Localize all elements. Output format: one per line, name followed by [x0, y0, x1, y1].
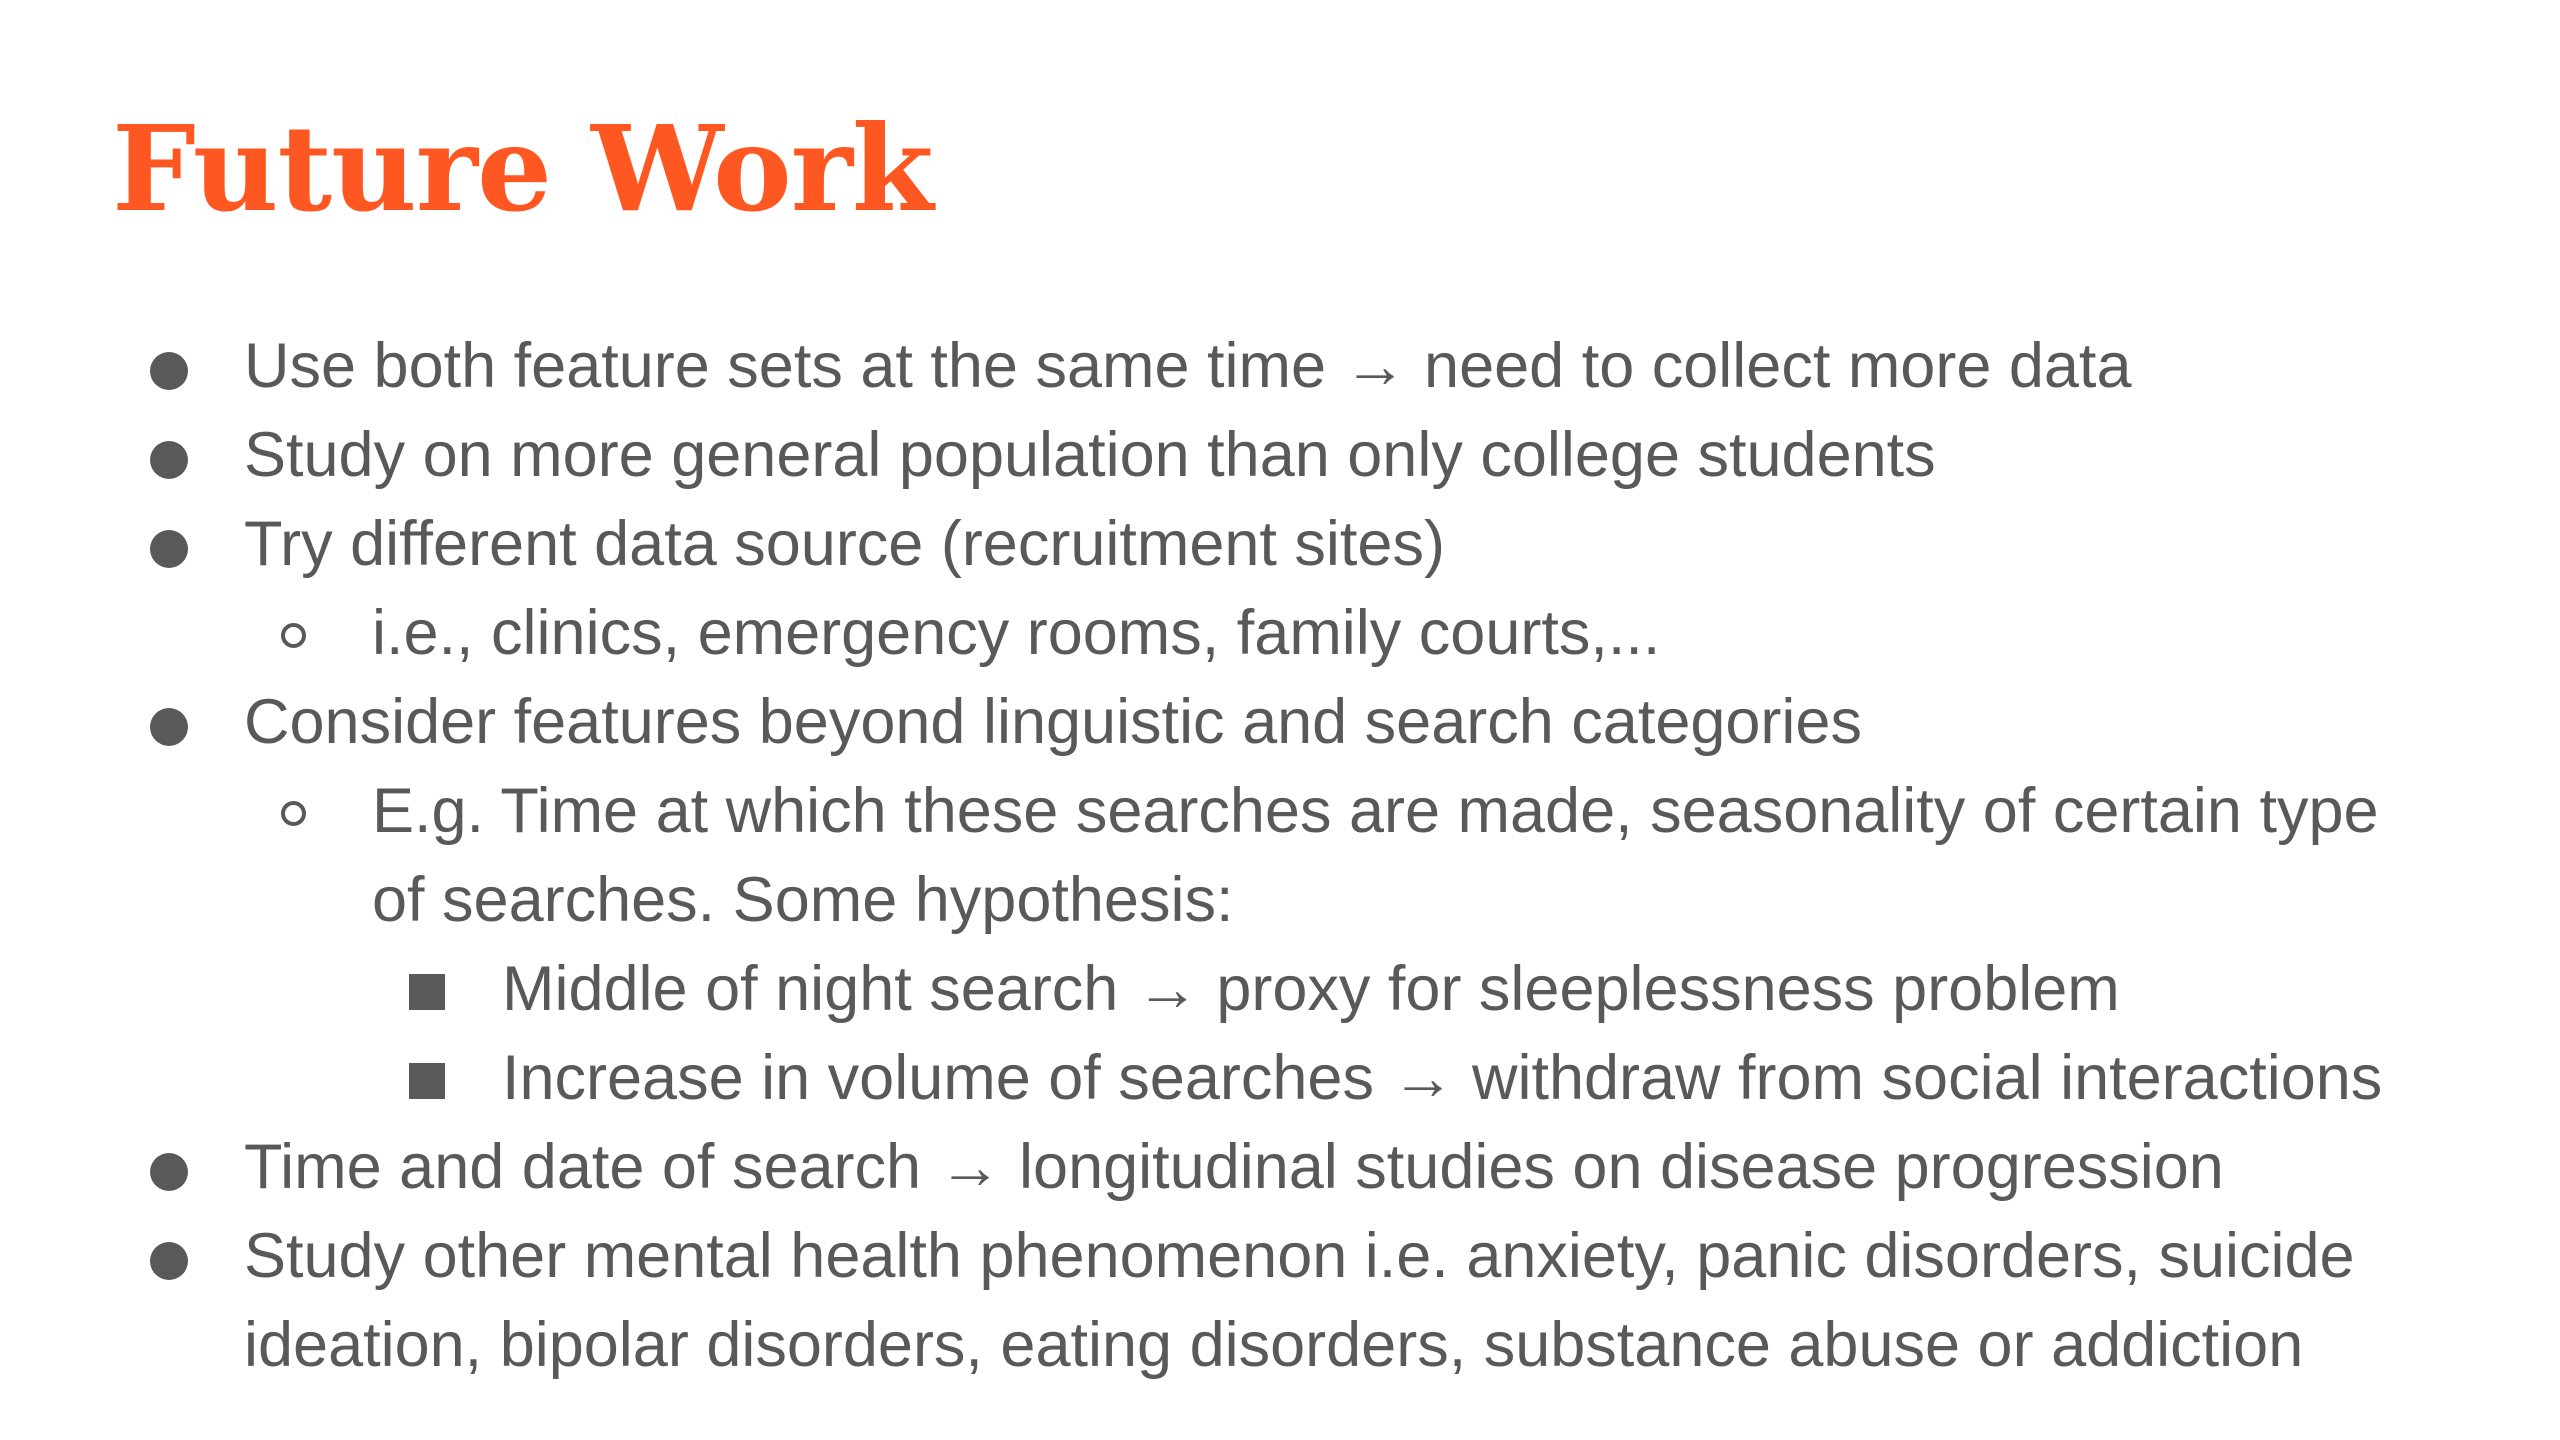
sub-list-item: [0, 589, 2560, 678]
sub-list-item-continuation: [0, 856, 2560, 945]
circle-bullet-icon: [281, 623, 306, 648]
list-item-text: Use both feature sets at the same time → need to collect more data: [244, 331, 2132, 401]
list-item-continuation: [0, 1301, 2560, 1390]
square-bullet-icon: [409, 974, 445, 1010]
list-item-text: Time and date of search → longitudinal studies on disease progression: [244, 1132, 2224, 1202]
disc-bullet-icon: [150, 708, 188, 746]
list-item-text-line1: Study other mental health phenomenon i.e. anxiety, panic disorders, suicide: [244, 1221, 2355, 1291]
list-item: [0, 1212, 2560, 1301]
disc-bullet-icon: [150, 441, 188, 479]
list-item-text: Increase in volume of searches → withdraw from social interactions: [502, 1043, 2383, 1113]
list-item-text: i.e., clinics, emergency rooms, family courts,...: [372, 598, 1661, 668]
disc-bullet-icon: [150, 1153, 188, 1191]
sub-sub-list-item: [0, 1034, 2560, 1123]
list-item-text-line2: of searches. Some hypothesis:: [372, 865, 1234, 935]
list-item-text: Study on more general population than only college students: [244, 420, 1936, 490]
square-bullet-icon: [409, 1063, 445, 1099]
list-item-text: Try different data source (recruitment sites): [244, 509, 1445, 579]
sub-sub-list-item: [0, 945, 2560, 1034]
bullet-list: [0, 322, 2560, 1390]
list-item: [0, 500, 2560, 589]
sub-list-item: [0, 767, 2560, 856]
list-item: [0, 1123, 2560, 1212]
list-item-text: Middle of night search → proxy for sleeplessness problem: [502, 954, 2120, 1024]
circle-bullet-icon: [281, 801, 306, 826]
disc-bullet-icon: [150, 530, 188, 568]
list-item-text-line2: ideation, bipolar disorders, eating disorders, substance abuse or addiction: [244, 1310, 2304, 1380]
list-item: [0, 678, 2560, 767]
list-item: [0, 322, 2560, 411]
disc-bullet-icon: [150, 1242, 188, 1280]
disc-bullet-icon: [150, 352, 188, 390]
list-item-text: Consider features beyond linguistic and search categories: [244, 687, 1862, 757]
slide-title: Future Work: [112, 99, 933, 238]
list-item: [0, 411, 2560, 500]
list-item-text-line1: E.g. Time at which these searches are made, seasonality of certain type: [372, 776, 2379, 846]
